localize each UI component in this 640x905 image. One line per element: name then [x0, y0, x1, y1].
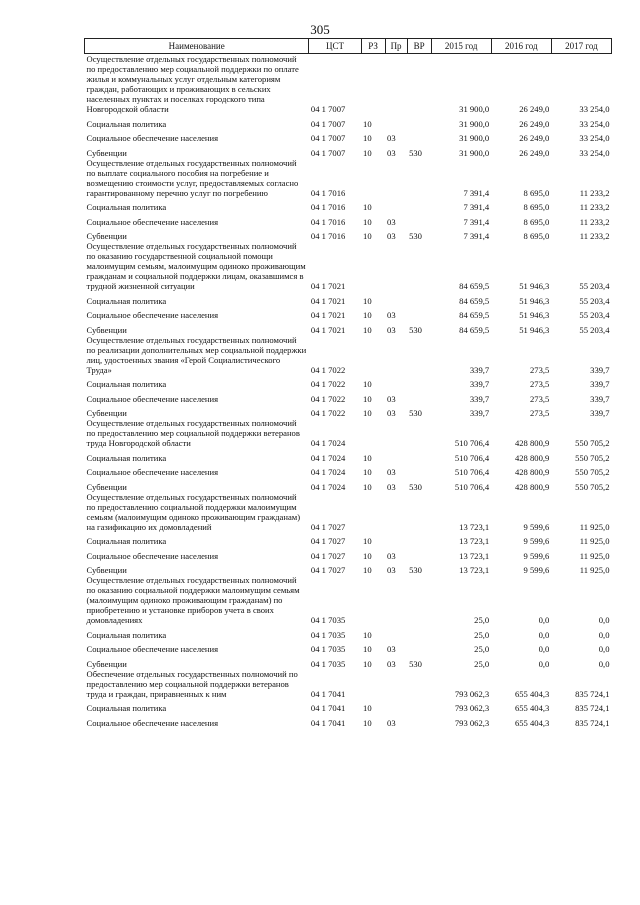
row-vr: 530	[409, 408, 422, 418]
row-rz: 10	[363, 467, 372, 477]
table-row	[85, 335, 612, 375]
row-vr	[407, 640, 431, 655]
row-rz: 10	[363, 629, 372, 640]
row-name: Социальное обеспечение населения	[86, 717, 219, 728]
row-value-2016: 273,5	[529, 393, 550, 404]
row-value-2017: 0,0	[598, 629, 610, 640]
table-row	[85, 404, 612, 419]
row-name: Субвенции	[86, 324, 127, 335]
table-row	[85, 699, 612, 714]
row-name: Субвенции	[86, 481, 127, 492]
row-value-2017: 33 254,0	[579, 133, 610, 143]
row-name: Осуществление отдельных государственных полномочий по предоставлению социальной поддержки малоимущим семьям (малоимущим одиноко проживающим гражданам) на газификацию их домовладений	[86, 491, 301, 532]
row-value-2015: 7 391,4	[463, 187, 490, 198]
row-vr	[407, 306, 431, 321]
table-row	[85, 546, 612, 561]
row-value-2016: 8 695,0	[523, 202, 550, 212]
row-rz: 10	[363, 147, 372, 158]
table-row	[85, 198, 612, 213]
row-rz: 10	[363, 658, 372, 669]
row-value-2016: 26 249,0	[519, 147, 550, 158]
row-rz: 10	[363, 379, 372, 389]
row-rz	[361, 158, 385, 198]
row-vr	[407, 463, 431, 478]
row-value-2016: 0,0	[538, 644, 550, 654]
row-pr	[385, 291, 407, 306]
header-cst: ЦСТ	[309, 39, 361, 54]
row-rz: 10	[363, 452, 372, 463]
row-value-2017: 550 705,2	[575, 438, 610, 448]
row-name: Осуществление отдельных государственных полномочий по предоставлению мер социальной поддержки ветеранов труда Новгородской области	[86, 418, 300, 448]
row-value-2017: 11 233,2	[579, 187, 610, 198]
row-value-2016: 26 249,0	[519, 133, 550, 143]
row-value-2016: 655 404,3	[514, 717, 550, 728]
row-value-2015: 510 706,4	[454, 467, 490, 477]
row-vr: 530	[409, 658, 422, 669]
row-rz: 10	[363, 393, 372, 404]
row-cst: 04 1 7016	[310, 187, 346, 198]
row-vr: 530	[409, 147, 422, 158]
row-vr	[407, 158, 431, 198]
row-rz: 10	[363, 324, 372, 335]
row-pr: 03	[387, 231, 396, 241]
row-vr	[407, 291, 431, 306]
row-vr	[407, 389, 431, 404]
table-row	[85, 306, 612, 321]
row-value-2015: 793 062,3	[454, 703, 490, 713]
row-cst: 04 1 7007	[310, 104, 346, 114]
row-pr: 03	[387, 310, 396, 320]
row-value-2017: 550 705,2	[575, 467, 610, 477]
row-value-2016: 51 946,3	[519, 310, 550, 320]
row-value-2015: 84 659,5	[459, 324, 490, 335]
row-value-2016: 26 249,0	[519, 118, 550, 129]
row-cst: 04 1 7035	[310, 615, 346, 625]
row-value-2015: 31 900,0	[459, 118, 490, 129]
table-row	[85, 320, 612, 335]
row-pr: 03	[387, 550, 396, 561]
row-vr	[407, 198, 431, 213]
row-rz: 10	[363, 481, 372, 492]
row-pr	[385, 669, 407, 699]
row-rz	[361, 418, 385, 448]
row-name: Социальное обеспечение населения	[86, 644, 219, 654]
row-pr: 03	[387, 565, 396, 575]
row-vr	[407, 625, 431, 640]
row-value-2017: 11 925,0	[579, 521, 610, 532]
row-name: Субвенции	[86, 408, 127, 418]
row-cst: 04 1 7022	[310, 364, 346, 375]
row-value-2016: 428 800,9	[514, 467, 550, 477]
row-pr	[385, 241, 407, 291]
row-value-2017: 55 203,4	[579, 281, 610, 291]
row-value-2017: 55 203,4	[579, 324, 610, 335]
row-pr: 03	[387, 324, 396, 335]
row-vr	[407, 418, 431, 448]
row-value-2016: 0,0	[538, 658, 550, 669]
row-cst: 04 1 7016	[310, 216, 346, 227]
row-rz	[361, 575, 385, 625]
row-name: Субвенции	[86, 147, 127, 158]
row-pr: 03	[387, 481, 396, 492]
row-value-2015: 84 659,5	[459, 310, 490, 320]
row-pr	[385, 114, 407, 129]
row-pr: 03	[387, 717, 396, 728]
row-cst: 04 1 7021	[310, 295, 346, 306]
row-value-2015: 31 900,0	[459, 104, 490, 114]
row-name: Социальная политика	[86, 629, 167, 640]
table-row	[85, 227, 612, 242]
row-vr	[407, 114, 431, 129]
row-value-2017: 0,0	[598, 644, 610, 654]
table-row	[85, 669, 612, 699]
row-cst: 04 1 7007	[310, 118, 346, 129]
row-vr: 530	[409, 231, 422, 241]
row-rz: 10	[363, 644, 372, 654]
row-value-2015: 13 723,1	[459, 565, 490, 575]
row-value-2016: 273,5	[529, 364, 550, 375]
row-value-2016: 9 599,6	[523, 536, 550, 546]
row-pr	[385, 54, 407, 115]
table-body	[85, 54, 612, 728]
row-value-2017: 33 254,0	[579, 118, 610, 129]
row-value-2017: 835 724,1	[575, 703, 610, 713]
row-cst: 04 1 7007	[310, 133, 346, 143]
row-value-2016: 9 599,6	[523, 521, 550, 532]
row-value-2017: 339,7	[590, 364, 610, 375]
row-rz: 10	[363, 550, 372, 561]
row-pr: 03	[387, 467, 396, 477]
row-vr	[407, 212, 431, 227]
row-value-2016: 8 695,0	[523, 187, 550, 198]
row-value-2015: 7 391,4	[463, 216, 490, 227]
row-pr: 03	[387, 147, 396, 158]
table-row	[85, 143, 612, 158]
row-value-2015: 84 659,5	[459, 281, 490, 291]
row-value-2016: 51 946,3	[519, 324, 550, 335]
row-rz: 10	[363, 310, 372, 320]
row-rz: 10	[363, 231, 372, 241]
row-value-2016: 655 404,3	[514, 688, 550, 699]
row-vr: 530	[409, 481, 422, 492]
row-pr	[385, 418, 407, 448]
row-pr	[385, 448, 407, 463]
row-value-2017: 339,7	[590, 408, 610, 418]
row-cst: 04 1 7021	[310, 324, 346, 335]
row-cst: 04 1 7024	[310, 452, 346, 463]
table-row	[85, 492, 612, 532]
row-cst: 04 1 7024	[310, 481, 346, 492]
row-name: Социальная политика	[86, 703, 167, 713]
table-row	[85, 212, 612, 227]
table-row	[85, 241, 612, 291]
row-value-2015: 31 900,0	[459, 133, 490, 143]
row-cst: 04 1 7022	[310, 393, 346, 404]
row-value-2017: 33 254,0	[579, 147, 610, 158]
row-name: Социальная политика	[86, 202, 167, 212]
row-value-2015: 339,7	[469, 393, 490, 404]
row-cst: 04 1 7027	[310, 550, 346, 561]
row-pr	[385, 699, 407, 714]
header-2016: 2016 год	[491, 39, 551, 54]
table-row	[85, 389, 612, 404]
row-value-2017: 33 254,0	[579, 104, 610, 114]
row-value-2015: 510 706,4	[454, 481, 490, 492]
row-value-2017: 339,7	[590, 379, 610, 389]
row-value-2015: 339,7	[469, 408, 490, 418]
row-value-2015: 25,0	[474, 658, 490, 669]
row-name: Социальная политика	[86, 118, 167, 129]
row-name: Осуществление отдельных государственных полномочий по предоставлению мер социальной поддержки по оплате жилья и коммунальных услуг отдельным категориям граждан, работающих и проживающих в сельских населенных пунктах и поселках городского типа Новгородской области	[86, 54, 299, 114]
row-value-2017: 550 705,2	[575, 481, 610, 492]
table-row	[85, 54, 612, 115]
row-cst: 04 1 7035	[310, 658, 346, 669]
row-vr	[407, 699, 431, 714]
row-name: Социальная политика	[86, 452, 167, 463]
row-value-2015: 7 391,4	[463, 202, 490, 212]
table-row	[85, 291, 612, 306]
row-vr	[407, 448, 431, 463]
row-value-2017: 55 203,4	[579, 295, 610, 306]
row-rz: 10	[363, 717, 372, 728]
table-row	[85, 575, 612, 625]
row-value-2017: 11 925,0	[579, 536, 610, 546]
table-row	[85, 640, 612, 655]
row-rz: 10	[363, 408, 372, 418]
row-value-2015: 793 062,3	[454, 688, 490, 699]
row-cst: 04 1 7027	[310, 521, 346, 532]
row-pr: 03	[387, 393, 396, 404]
row-value-2017: 11 233,2	[579, 216, 610, 227]
header-rz: РЗ	[361, 39, 385, 54]
table-row	[85, 654, 612, 669]
row-vr	[407, 241, 431, 291]
row-pr: 03	[387, 216, 396, 227]
row-value-2015: 25,0	[474, 644, 490, 654]
row-cst: 04 1 7035	[310, 629, 346, 640]
table-row	[85, 713, 612, 728]
row-rz	[361, 492, 385, 532]
row-value-2015: 510 706,4	[454, 452, 490, 463]
row-name: Социальное обеспечение населения	[86, 310, 219, 320]
row-value-2015: 84 659,5	[459, 295, 490, 306]
row-pr	[385, 335, 407, 375]
row-cst: 04 1 7022	[310, 408, 346, 418]
row-value-2015: 25,0	[474, 615, 490, 625]
row-value-2017: 11 925,0	[579, 565, 610, 575]
header-vr: ВР	[407, 39, 431, 54]
row-rz	[361, 669, 385, 699]
row-value-2016: 428 800,9	[514, 452, 550, 463]
row-name: Социальное обеспечение населения	[86, 393, 219, 404]
row-value-2016: 9 599,6	[523, 565, 550, 575]
row-value-2015: 339,7	[469, 364, 490, 375]
table-row	[85, 532, 612, 547]
row-cst: 04 1 7016	[310, 202, 346, 212]
row-cst: 04 1 7027	[310, 536, 346, 546]
row-cst: 04 1 7016	[310, 231, 346, 241]
row-value-2015: 13 723,1	[459, 521, 490, 532]
row-vr	[407, 713, 431, 728]
row-cst: 04 1 7024	[310, 438, 346, 448]
table-row	[85, 625, 612, 640]
row-value-2017: 11 233,2	[579, 231, 610, 241]
row-cst: 04 1 7022	[310, 379, 346, 389]
table-row	[85, 477, 612, 492]
row-value-2016: 8 695,0	[523, 216, 550, 227]
row-value-2017: 0,0	[598, 615, 610, 625]
row-pr	[385, 158, 407, 198]
table-row	[85, 463, 612, 478]
row-value-2015: 31 900,0	[459, 147, 490, 158]
row-vr: 530	[409, 324, 422, 335]
row-vr	[407, 129, 431, 144]
row-name: Обеспечение отдельных государственных полномочий по предоставлению мер социальной поддержки ветеранов труда и граждан, приравненных к ним	[86, 668, 298, 699]
row-pr	[385, 375, 407, 390]
row-value-2016: 428 800,9	[514, 438, 550, 448]
row-value-2017: 339,7	[590, 393, 610, 404]
row-vr	[407, 532, 431, 547]
row-vr: 530	[409, 565, 422, 575]
table-row	[85, 561, 612, 576]
row-rz: 10	[363, 295, 372, 306]
row-value-2015: 7 391,4	[463, 231, 490, 241]
row-value-2017: 11 233,2	[579, 202, 610, 212]
row-cst: 04 1 7027	[310, 565, 346, 575]
row-vr	[407, 335, 431, 375]
header-pr: Пр	[385, 39, 407, 54]
row-name: Осуществление отдельных государственных полномочий по оказанию социальной поддержки малоимущим семьям (малоимущим одиноко проживающим гражданам) по приобретению и установке приборов учета в своих домовладениях	[86, 575, 300, 625]
row-rz	[361, 54, 385, 115]
row-rz: 10	[363, 133, 372, 143]
row-value-2017: 0,0	[598, 658, 610, 669]
row-name: Социальное обеспечение населения	[86, 216, 219, 227]
row-name: Осуществление отдельных государственных полномочий по оказанию государственной социальной помощи малоимущим семьям, малоимущим одиноко проживающим гражданам и социальной поддержки лицам, оказавшимся в трудной жизненной ситуации	[86, 241, 306, 291]
row-pr	[385, 532, 407, 547]
row-vr	[407, 575, 431, 625]
header-name: Наименование	[85, 39, 309, 54]
table-row	[85, 114, 612, 129]
row-cst: 04 1 7024	[310, 467, 346, 477]
row-vr	[407, 492, 431, 532]
row-name: Субвенции	[86, 231, 127, 241]
row-name: Социальное обеспечение населения	[86, 550, 219, 561]
row-value-2016: 0,0	[538, 629, 550, 640]
row-name: Социальное обеспечение населения	[86, 133, 219, 143]
row-cst: 04 1 7041	[310, 688, 346, 699]
row-pr: 03	[387, 408, 396, 418]
table-header-row	[85, 39, 612, 54]
table-row	[85, 448, 612, 463]
row-pr: 03	[387, 133, 396, 143]
row-value-2016: 8 695,0	[523, 231, 550, 241]
row-name: Социальная политика	[86, 379, 167, 389]
row-value-2016: 273,5	[529, 408, 550, 418]
row-rz: 10	[363, 202, 372, 212]
row-cst: 04 1 7041	[310, 717, 346, 728]
row-name: Субвенции	[86, 565, 127, 575]
row-rz	[361, 335, 385, 375]
row-rz: 10	[363, 565, 372, 575]
row-vr	[407, 669, 431, 699]
row-value-2016: 0,0	[538, 615, 550, 625]
page-number: 305	[310, 22, 330, 37]
row-value-2017: 835 724,1	[575, 717, 610, 728]
row-value-2016: 51 946,3	[519, 281, 550, 291]
row-value-2015: 793 062,3	[454, 717, 490, 728]
row-vr	[407, 54, 431, 115]
row-value-2016: 51 946,3	[519, 295, 550, 306]
row-value-2016: 26 249,0	[519, 104, 550, 114]
row-name: Социальная политика	[86, 536, 167, 546]
row-name: Осуществление отдельных государственных полномочий по выплате социального пособия на погребение и возмещению стоимости услуг, предоставляемых согласно гарантированному перечню услуг по погребению	[86, 157, 299, 198]
row-value-2015: 25,0	[474, 629, 490, 640]
row-rz: 10	[363, 216, 372, 227]
row-pr	[385, 492, 407, 532]
row-value-2015: 339,7	[469, 379, 490, 389]
table-row	[85, 375, 612, 390]
row-vr	[407, 546, 431, 561]
row-pr	[385, 198, 407, 213]
row-pr	[385, 575, 407, 625]
row-cst: 04 1 7007	[310, 147, 346, 158]
row-name: Субвенции	[86, 658, 127, 669]
row-value-2015: 510 706,4	[454, 438, 490, 448]
row-name: Социальная политика	[86, 295, 167, 306]
row-pr: 03	[387, 658, 396, 669]
row-value-2016: 428 800,9	[514, 481, 550, 492]
row-pr	[385, 625, 407, 640]
row-value-2016: 655 404,3	[514, 703, 550, 713]
table-row	[85, 158, 612, 198]
budget-table	[84, 38, 612, 728]
row-cst: 04 1 7021	[310, 281, 346, 291]
row-cst: 04 1 7041	[310, 703, 346, 713]
row-rz	[361, 241, 385, 291]
row-value-2016: 9 599,6	[523, 550, 550, 561]
row-rz: 10	[363, 703, 372, 713]
row-value-2015: 13 723,1	[459, 550, 490, 561]
row-value-2015: 13 723,1	[459, 536, 490, 546]
row-rz: 10	[363, 536, 372, 546]
table-row	[85, 129, 612, 144]
row-name: Социальное обеспечение населения	[86, 467, 219, 477]
row-rz: 10	[363, 118, 372, 129]
row-value-2016: 273,5	[529, 379, 550, 389]
row-value-2017: 835 724,1	[575, 688, 610, 699]
row-pr: 03	[387, 644, 396, 654]
header-2015: 2015 год	[431, 39, 491, 54]
row-value-2017: 55 203,4	[579, 310, 610, 320]
table-row	[85, 418, 612, 448]
row-vr	[407, 375, 431, 390]
row-cst: 04 1 7035	[310, 644, 346, 654]
row-value-2017: 11 925,0	[579, 550, 610, 561]
row-value-2017: 550 705,2	[575, 452, 610, 463]
row-name: Осуществление отдельных государственных полномочий по реализации дополнительных мер социальной поддержки лиц, удостоенных звания «Герой Социалистического Труда»	[86, 334, 307, 375]
row-cst: 04 1 7021	[310, 310, 346, 320]
header-2017: 2017 год	[551, 39, 611, 54]
